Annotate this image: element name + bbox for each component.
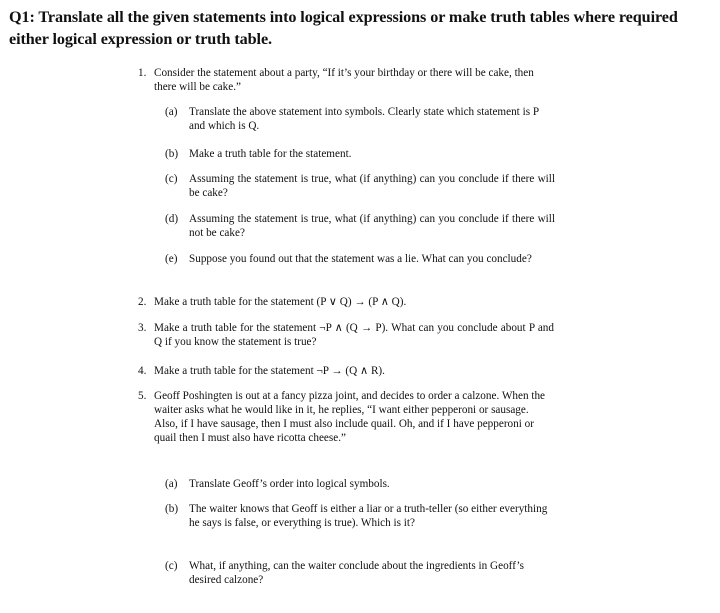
sub-text: Assuming the statement is true, what (if anything) can you conclude if there will be cake?	[189, 173, 555, 199]
sub-text: Translate Geoff’s order into logical symbols.	[189, 478, 390, 490]
sub-label: (c)	[165, 173, 178, 185]
sub-text: Make a truth table for the statement.	[189, 148, 352, 160]
sub-text: Assuming the statement is true, what (if anything) can you conclude if there will not be cake?	[189, 213, 555, 239]
item-number: 5.	[138, 390, 147, 402]
sub-text: The waiter knows that Geoff is either a liar or a truth-teller (so either everything he says is false, or everything is true). Which is it?	[189, 503, 548, 529]
item-number: 4.	[138, 365, 147, 377]
item-number: 2.	[138, 296, 147, 308]
item-number: 1.	[138, 67, 147, 79]
sub-text: What, if anything, can the waiter conclude about the ingredients in Geoff’s desired calzone?	[189, 560, 524, 586]
item-number: 3.	[138, 322, 147, 334]
sub-text: Suppose you found out that the statement was a lie. What can you conclude?	[189, 253, 532, 265]
sub-label: (b)	[165, 503, 179, 515]
item-text: Consider the statement about a party, “If it’s your birthday or there will be cake, then there will be cake.”	[154, 67, 534, 93]
sub-label: (e)	[165, 253, 178, 265]
sub-label: (b)	[165, 148, 179, 160]
sub-label: (d)	[165, 213, 179, 225]
sub-label: (c)	[165, 560, 178, 572]
sub-label: (a)	[165, 106, 178, 118]
item-text: Make a truth table for the statement (P ∨ Q) → (P ∧ Q).	[154, 296, 407, 308]
item-text: Make a truth table for the statement ¬P ∧ (Q → P). What can you conclude about P and Q if you know the statement is true?	[154, 322, 554, 348]
question-heading: Q1: Translate all the given statements into logical expressions or make truth tables where required either logical expression or truth table.	[9, 8, 678, 48]
item-text: Geoff Poshingten is out at a fancy pizza joint, and decides to order a calzone. When the waiter asks what he would like in it, he replies, “I want either pepperoni or sausage. Also, if I have sausage, then I must also include quail. Oh, and if I have pepperoni or quail then I must also have ricotta cheese.”	[154, 390, 546, 444]
sub-label: (a)	[165, 478, 178, 490]
item-text: Make a truth table for the statement ¬P → (Q ∧ R).	[154, 365, 385, 377]
sub-text: Translate the above statement into symbols. Clearly state which statement is P and which is Q.	[189, 106, 539, 132]
